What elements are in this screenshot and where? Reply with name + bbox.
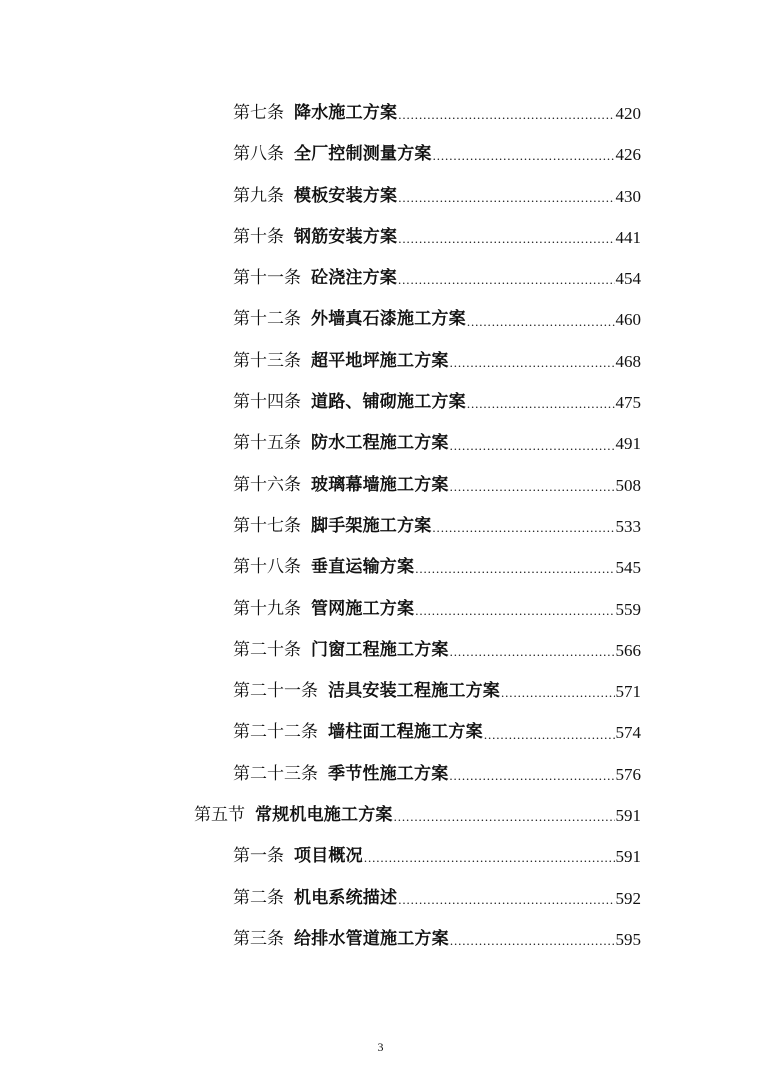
dot-leader [415,547,614,588]
toc-entry-page: 574 [615,723,641,743]
toc-entry-number: 第十条 [233,226,284,247]
toc-entry-number: 第十九条 [233,598,301,619]
toc-entry-number: 第二十二条 [233,722,318,743]
toc-entry[interactable] [0,176,761,217]
toc-entry-number: 第二十一条 [233,681,318,702]
dot-leader [450,424,615,465]
dot-leader [450,341,615,382]
dot-leader [398,176,614,217]
toc-entry-title: 洁具安装工程施工方案 [328,681,500,702]
toc-entry[interactable] [0,93,761,134]
toc-entry-title: 外墙真石漆施工方案 [311,309,466,330]
toc-entry[interactable] [0,589,761,630]
toc-entry-page: 420 [615,104,641,123]
dot-leader [501,671,615,712]
toc-entry[interactable] [0,878,761,919]
toc-entry-number: 第十七条 [233,515,301,536]
toc-entry-page: 441 [615,227,641,247]
toc-entry[interactable] [0,547,761,588]
toc-entry-title: 砼浇注方案 [311,268,397,289]
dot-leader [449,754,614,795]
toc-entry-number: 第十二条 [233,309,301,330]
toc-entry[interactable] [0,299,761,340]
toc-entry-number: 第十六条 [233,474,301,495]
dot-leader [450,465,615,506]
toc-entry-number: 第二十条 [233,639,301,660]
toc-entry-title: 机电系统描述 [294,887,398,908]
toc-entry-number: 第十八条 [233,557,301,578]
toc-entry-page: 475 [615,393,641,413]
dot-leader [432,506,614,547]
dot-leader [394,795,615,836]
toc-entry-title: 管网施工方案 [311,598,415,619]
toc-entry-page: 595 [615,929,641,949]
toc-entry-title: 模板安装方案 [294,185,398,206]
toc-entry-page: 533 [615,516,641,536]
dot-leader [398,93,614,134]
toc-entry-page: 508 [615,475,641,495]
toc-entry-number: 第三条 [233,928,284,949]
table-of-contents [0,93,761,960]
toc-entry-title: 道路、铺砌施工方案 [311,392,466,413]
toc-entry-title: 钢筋安装方案 [294,226,398,247]
dot-leader [398,258,615,299]
toc-entry[interactable] [0,754,761,795]
toc-entry-number: 第十一条 [233,268,301,289]
toc-entry[interactable] [0,423,761,464]
toc-entry-title: 玻璃幕墙施工方案 [311,474,449,495]
toc-entry[interactable] [0,341,761,382]
toc-entry-page: 468 [615,351,641,371]
toc-entry-page: 592 [615,888,641,908]
dot-leader [467,300,615,341]
toc-entry-title: 门窗工程施工方案 [311,639,449,660]
toc-section-entry[interactable] [0,795,761,836]
toc-entry-number: 第一条 [233,846,284,867]
toc-entry[interactable] [0,134,761,175]
toc-entry-title: 降水施工方案 [294,103,398,123]
dot-leader [364,836,615,877]
dot-leader [467,382,615,423]
toc-entry[interactable] [0,258,761,299]
page-number: 3 [377,1040,384,1054]
toc-entry-number: 第十三条 [233,350,301,371]
toc-entry[interactable] [0,919,761,960]
dot-leader [398,217,614,258]
dot-leader [450,919,615,960]
toc-entry-number: 第七条 [233,103,284,123]
toc-entry-page: 566 [615,640,641,660]
toc-entry-page: 576 [615,764,641,784]
toc-entry-title: 季节性施工方案 [328,763,449,784]
toc-entry-title: 项目概况 [294,846,363,867]
toc-entry-page: 454 [615,269,641,289]
toc-entry-title: 脚手架施工方案 [311,515,432,536]
toc-entry-title: 给排水管道施工方案 [294,928,449,949]
toc-entry-page: 430 [615,186,641,206]
toc-entry-number: 第八条 [233,144,284,165]
dot-leader [415,589,614,630]
toc-entry-number: 第九条 [233,185,284,206]
toc-entry-page: 591 [615,806,641,826]
toc-entry-title: 全厂控制测量方案 [294,144,432,165]
toc-entry-page: 426 [615,145,641,165]
toc-entry[interactable] [0,630,761,671]
toc-entry[interactable] [0,506,761,547]
toc-entry-title: 垂直运输方案 [311,557,415,578]
dot-leader [398,878,614,919]
toc-entry-number: 第二十三条 [233,763,318,784]
toc-entry-page: 545 [615,558,641,578]
toc-entry-number: 第二条 [233,887,284,908]
toc-entry-page: 571 [615,682,641,702]
toc-entry[interactable] [0,712,761,753]
toc-entry-title: 常规机电施工方案 [255,805,393,826]
toc-entry-number: 第十五条 [233,433,301,454]
dot-leader [484,713,615,754]
toc-entry-number: 第五节 [194,805,245,826]
toc-entry-title: 墙柱面工程施工方案 [328,722,483,743]
toc-entry-page: 559 [615,599,641,619]
toc-entry-number: 第十四条 [233,392,301,413]
toc-entry[interactable] [0,465,761,506]
toc-entry[interactable] [0,671,761,712]
toc-entry-title: 防水工程施工方案 [311,433,449,454]
toc-entry-page: 491 [615,434,641,454]
toc-entry-title: 超平地坪施工方案 [311,350,449,371]
toc-entry[interactable] [0,217,761,258]
toc-entry[interactable] [0,836,761,877]
toc-entry-page: 591 [615,847,641,867]
toc-entry[interactable] [0,382,761,423]
dot-leader [433,134,615,175]
toc-entry-page: 460 [615,310,641,330]
dot-leader [450,630,615,671]
